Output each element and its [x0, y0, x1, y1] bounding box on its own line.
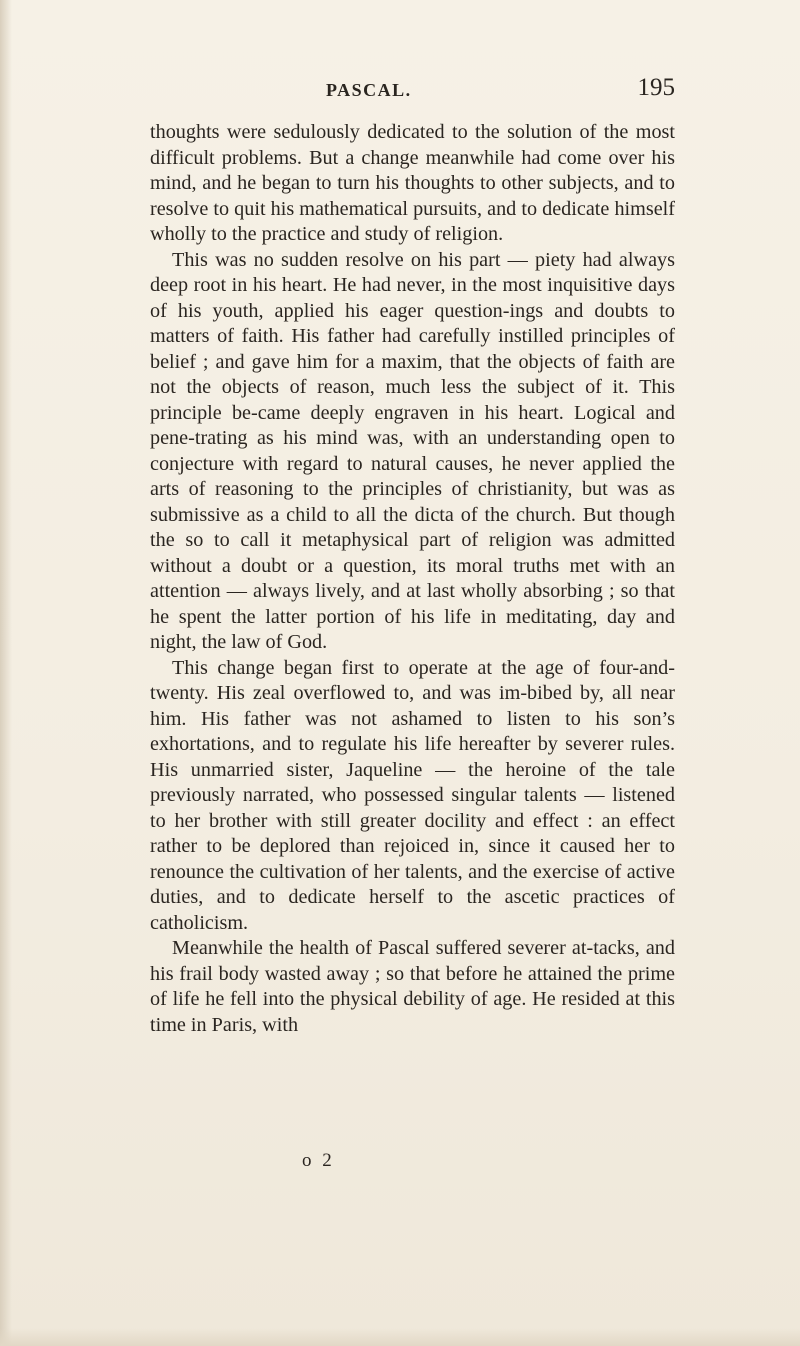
- page-gutter-shadow: [0, 0, 12, 1346]
- page-number: 195: [637, 74, 675, 101]
- paragraph-1: thoughts were sedulously dedicated to the solution of the most difficult problems. But a change meanwhile had come over his mind, and he began to turn his thoughts to other subjects, and to resolve to quit his mathematical pursuits, and to dedicate himself wholly to the practice and study of religion.: [150, 121, 675, 245]
- page-header: [150, 76, 675, 106]
- page-bottom-edge: [0, 1328, 800, 1346]
- body-text: [150, 120, 675, 1038]
- paragraph-4: Meanwhile the health of Pascal suffered severer at-tacks, and his frail body wasted away ; so that before he attained the prime of life he fell into the physical debility of age. He resided at this time in Paris, with: [150, 937, 675, 1036]
- signature-mark: o 2: [302, 1150, 335, 1171]
- running-head: PASCAL.: [326, 80, 412, 100]
- paragraph-2: This was no sudden resolve on his part — piety had always deep root in his heart. He had never, in the most inquisitive days of his youth, applied his eager question-ings and doubts to matters of faith. His father had carefully instilled principles of belief ; and gave him for a maxim, that the objects of faith are not the objects of reason, much less the subject of it. This principle be-came deeply engraven in his heart. Logical and pene-trating as his mind was, with an understanding open to conjecture with regard to natural causes, he never applied the arts of reasoning to the principles of christianity, but was as submissive as a child to all the dicta of the church. But though the so to call it metaphysical part of religion was admitted without a doubt or a question, its moral truths met with an attention — always lively, and at last wholly absorbing ; so that he spent the latter portion of his life in meditating, day and night, the law of God.: [150, 248, 675, 653]
- paragraph-3: This change began first to operate at the age of four-and-twenty. His zeal overflowed to, and was im-bibed by, all near him. His father was not ashamed to listen to his son’s exhortations, and to regulate his life hereafter by severer rules. His unmarried sister, Jaqueline — the heroine of the tale previously narrated, who possessed singular talents — listened to her brother with still greater docility and effect : an effect rather to be deplored than rejoiced in, since it caused her to renounce the cultivation of her talents, and the exercise of active duties, and to dedicate herself to the ascetic practices of catholicism.: [150, 656, 675, 934]
